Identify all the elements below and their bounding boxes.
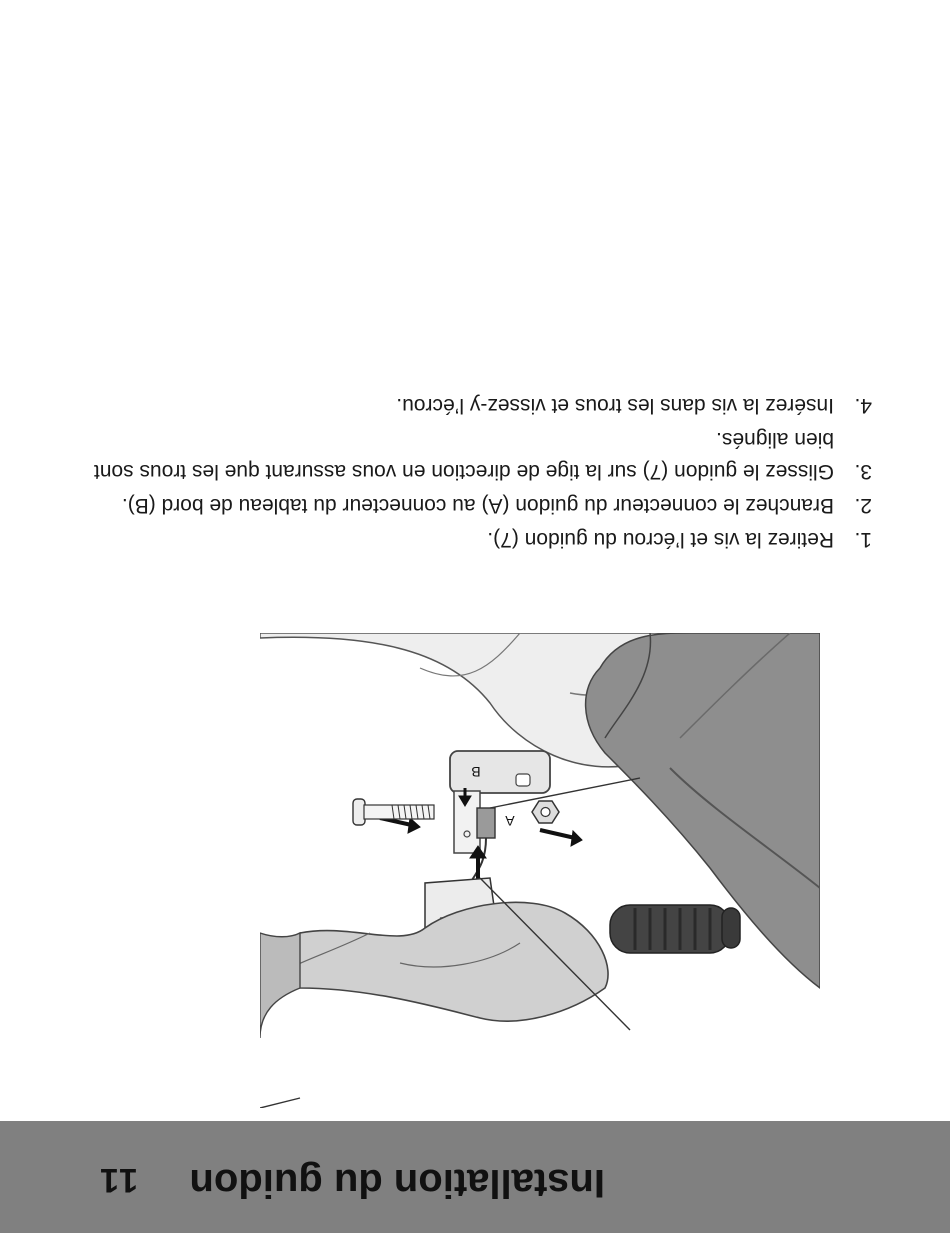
step-number: 3. [854,460,872,483]
page-title: Installation du guidon [189,1161,605,1205]
page-number: 11 [98,1161,138,1199]
step-text: Branchez le connecteur du guidon (A) au connecteur du tableau de bord (B). [121,494,834,517]
handlebar-grip [610,905,740,953]
handlebar-assembly-illustration [260,633,820,1108]
instruction-step [72,389,872,421]
header-band [0,1121,950,1233]
instruction-step [72,523,872,555]
dashboard-connector-b [450,751,550,793]
handlebar-body [260,902,608,1038]
instruction-step [72,423,872,487]
step-text: Glissez le guidon (7) sur la tige de direction en vous assurant que les trous sont bien alignés. [93,428,834,483]
step-text: Insérez la vis dans les trous et vissez-y l’écrou. [396,394,834,417]
hex-nut [532,801,559,823]
step-text: Retirez la vis et l’écrou du guidon (7). [487,528,834,551]
step-number: 2. [854,494,872,517]
step-number: 4. [854,394,872,417]
label-a: A [505,813,515,829]
label-b: B [471,764,481,780]
instruction-list [72,387,872,555]
step-number: 1. [854,528,872,551]
instruction-step [72,489,872,521]
